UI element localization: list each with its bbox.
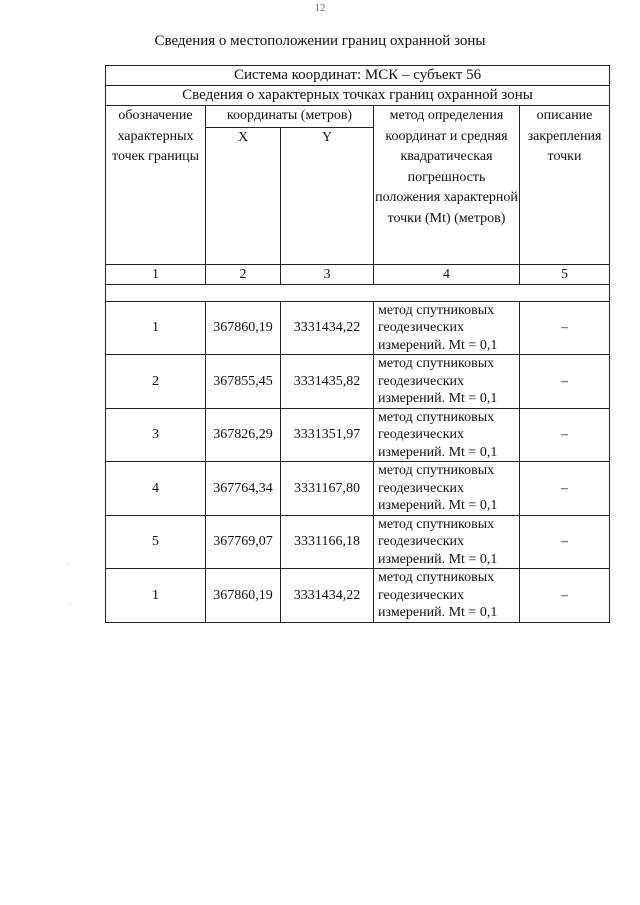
- description-cell: –: [520, 355, 610, 409]
- description-cell: –: [520, 515, 610, 569]
- x-coordinate-cell: 367769,07: [206, 515, 281, 569]
- column-number: 2: [206, 264, 281, 284]
- page-number: 12: [314, 2, 326, 14]
- spacer-row: [106, 284, 610, 301]
- table-row: [106, 301, 610, 355]
- x-coordinate-cell: 367855,45: [206, 355, 281, 409]
- x-coordinate-cell: 367764,34: [206, 462, 281, 516]
- header-y: Y: [281, 127, 374, 264]
- column-number: 3: [281, 264, 374, 284]
- table-row: [106, 462, 610, 516]
- y-coordinate-cell: 3331166,18: [281, 515, 374, 569]
- point-number-cell: 1: [106, 301, 206, 355]
- margin-dot: [68, 563, 69, 564]
- method-cell: метод спутниковых геодезических измерений. Mt = 0,1: [374, 301, 520, 355]
- description-cell: –: [520, 569, 610, 623]
- boundary-points-table: [105, 65, 610, 623]
- description-cell: –: [520, 462, 610, 516]
- header-x: X: [206, 127, 281, 264]
- x-coordinate-cell: 367860,19: [206, 569, 281, 623]
- header-description: описание закрепления точки: [520, 106, 610, 265]
- coordinate-system-header: Система координат: МСК – субъект 56: [106, 66, 610, 86]
- y-coordinate-cell: 3331435,82: [281, 355, 374, 409]
- method-cell: метод спутниковых геодезических измерений. Mt = 0,1: [374, 515, 520, 569]
- point-number-cell: 4: [106, 462, 206, 516]
- header-method: метод определения координат и средняя квадратическая погрешность положения характерной точки (Mt) (метров): [374, 106, 520, 265]
- method-cell: метод спутниковых геодезических измерений. Mt = 0,1: [374, 462, 520, 516]
- point-number-cell: 5: [106, 515, 206, 569]
- y-coordinate-cell: 3331434,22: [281, 301, 374, 355]
- column-number: 1: [106, 264, 206, 284]
- x-coordinate-cell: 367826,29: [206, 408, 281, 462]
- page-title: Сведения о местоположении границ охранной зоны: [154, 33, 486, 49]
- description-cell: –: [520, 301, 610, 355]
- point-number-cell: 3: [106, 408, 206, 462]
- table-row: [106, 569, 610, 623]
- point-number-cell: 1: [106, 569, 206, 623]
- table-subtitle: Сведения о характерных точках границ охранной зоны: [106, 86, 610, 106]
- y-coordinate-cell: 3331434,22: [281, 569, 374, 623]
- table-row: [106, 408, 610, 462]
- description-cell: –: [520, 408, 610, 462]
- margin-dot: [69, 603, 70, 604]
- y-coordinate-cell: 3331167,80: [281, 462, 374, 516]
- table-row: [106, 355, 610, 409]
- point-number-cell: 2: [106, 355, 206, 409]
- column-number: 4: [374, 264, 520, 284]
- header-designation: обозначение характерных точек границы: [106, 106, 206, 265]
- method-cell: метод спутниковых геодезических измерений. Mt = 0,1: [374, 355, 520, 409]
- column-number: 5: [520, 264, 610, 284]
- method-cell: метод спутниковых геодезических измерений. Mt = 0,1: [374, 569, 520, 623]
- table-row: [106, 515, 610, 569]
- y-coordinate-cell: 3331351,97: [281, 408, 374, 462]
- method-cell: метод спутниковых геодезических измерений. Mt = 0,1: [374, 408, 520, 462]
- header-coordinates: координаты (метров): [206, 106, 374, 128]
- x-coordinate-cell: 367860,19: [206, 301, 281, 355]
